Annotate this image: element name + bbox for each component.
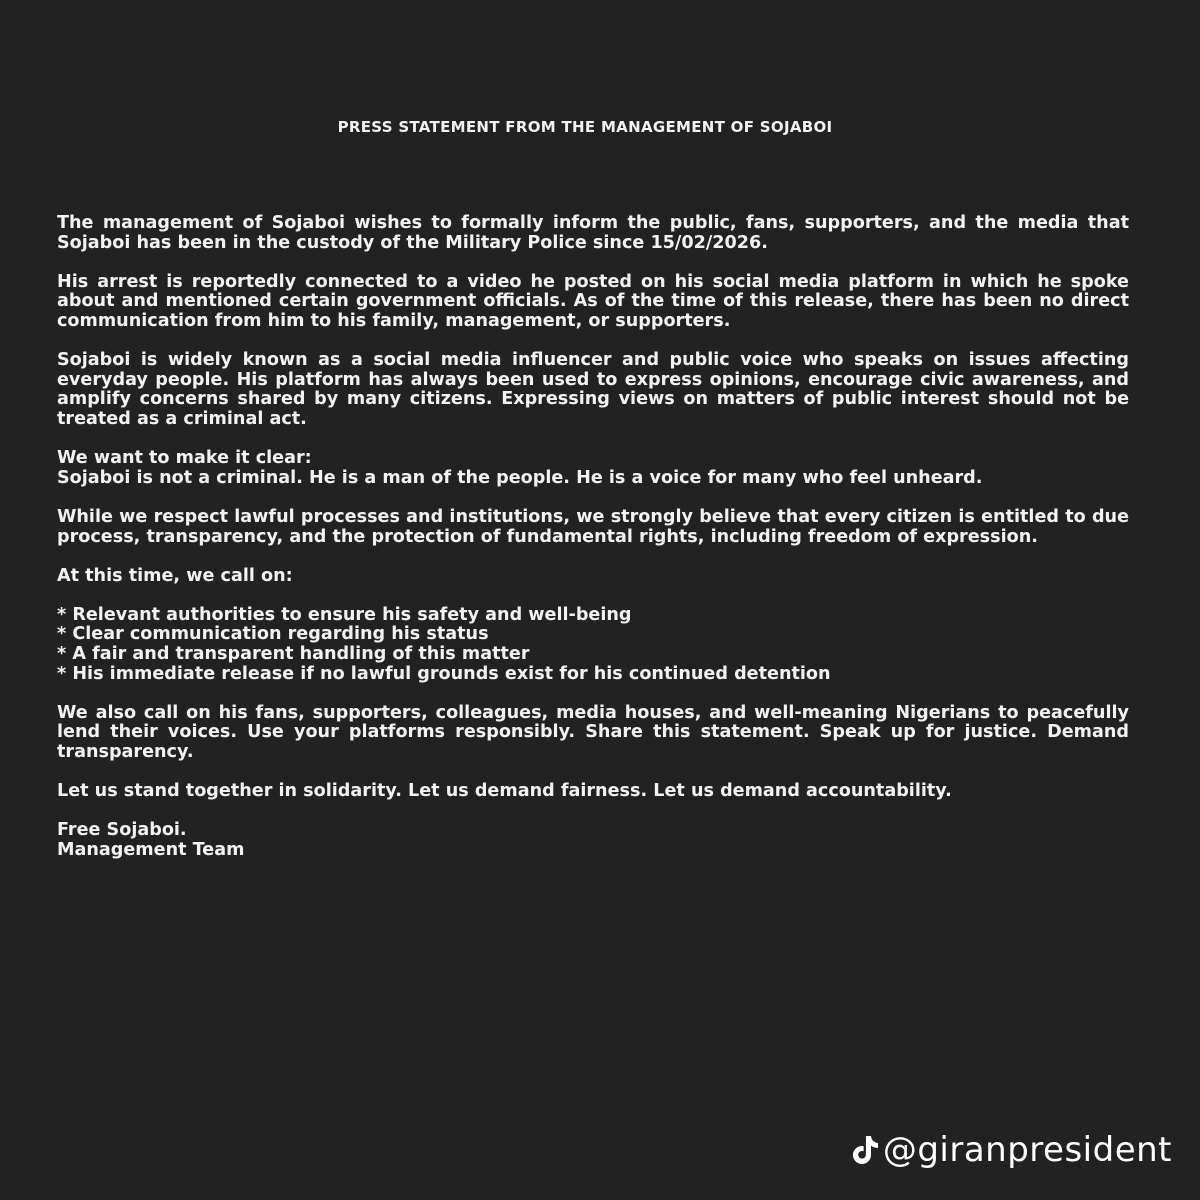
paragraph-call-intro: At this time, we call on: xyxy=(57,565,293,586)
list-item: * Relevant authorities to ensure his safety and well-being xyxy=(57,604,632,625)
watermark xyxy=(851,1130,1172,1170)
clarification-text: Sojaboi is not a criminal. He is a man of the people. He is a voice for many who feel unheard. xyxy=(57,467,983,488)
demands-list xyxy=(57,606,1129,684)
list-item: * A fair and transparent handling of this matter xyxy=(57,644,530,665)
signature xyxy=(57,821,1129,860)
paragraph-influencer: Sojaboi is widely known as a social media influencer and public voice who speaks on issues affecting everyday people. His platform has always been used to express opinions, encourage civic awareness, and amplify concerns shared by many citizens. Expressing views on matters of public interest should not be treated as a criminal act. xyxy=(57,350,1129,429)
paragraph-call-to-fans: We also call on his fans, supporters, colleagues, media houses, and well-meaning Nigerians to peacefully lend their voices. Use your platforms responsibly. Share this statement. Speak up for justice. Demand transparency. xyxy=(57,702,1129,763)
statement-title: PRESS STATEMENT FROM THE MANAGEMENT OF SOJABOI xyxy=(337,118,833,136)
list-item: * Clear communication regarding his status xyxy=(57,624,489,645)
clarification-intro: We want to make it clear: xyxy=(57,448,312,469)
paragraph-custody: The management of Sojaboi wishes to formally inform the public, fans, supporters, and the media that Sojaboi has been in the custody of the Military Police since 15/02/2026. xyxy=(57,213,1129,253)
list-item: * His immediate release if no lawful grounds exist for his continued detention xyxy=(57,663,831,684)
tiktok-icon xyxy=(851,1134,879,1166)
signature-team: Management Team xyxy=(57,840,245,860)
statement-body xyxy=(57,214,1129,880)
signature-slogan: Free Sojaboi. xyxy=(57,820,187,841)
paragraph-clarification xyxy=(57,449,1129,488)
paragraph-solidarity: Let us stand together in solidarity. Let us demand fairness. Let us demand accountability. xyxy=(57,781,952,802)
paragraph-arrest: His arrest is reportedly connected to a video he posted on his social media platform in which he spoke about and mentioned certain government officials. As of the time of this release, there has been no direct communication from him to his family, management, or supporters. xyxy=(57,271,1129,331)
paragraph-due-process: While we respect lawful processes and institutions, we strongly believe that every citizen is entitled to due process, transparency, and the protection of fundamental rights, including freedom of expression. xyxy=(57,506,1129,547)
watermark-handle: @giranpresident xyxy=(882,1130,1172,1170)
